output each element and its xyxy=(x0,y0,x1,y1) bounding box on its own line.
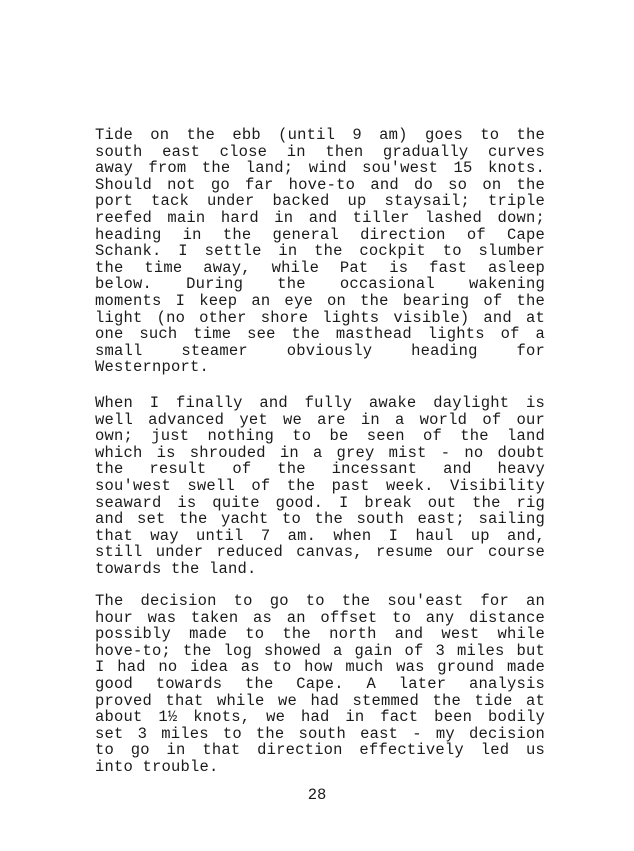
text-line: which is shrouded in a grey mist - no doubt xyxy=(95,443,545,462)
text-line: Schank. I settle in the cockpit to slumber xyxy=(95,242,545,261)
text-line: hour was taken as an offset to any distance xyxy=(95,608,545,627)
text-line: reefed main hard in and tiller lashed down; xyxy=(95,208,545,227)
text-line: good towards the Cape. A later analysis xyxy=(95,674,545,693)
text-line: still under reduced canvas, resume our course xyxy=(95,543,545,562)
text-line: well advanced yet we are in a world of our xyxy=(95,410,545,429)
text-line: south east close in then gradually curves xyxy=(95,142,545,161)
text-line: to go in that direction effectively led us xyxy=(95,741,545,760)
text-line: into trouble. xyxy=(95,757,219,776)
text-line: When I finally and fully awake daylight is xyxy=(95,394,545,412)
text-line: proved that while we had stemmed the tide at xyxy=(95,691,545,710)
text-line: port tack under backed up staysail; triple xyxy=(95,192,545,211)
text-line: about 1½ knots, we had in fact been bodily xyxy=(95,708,545,727)
paragraph-1 xyxy=(95,127,545,376)
page-number: 28 xyxy=(307,786,327,804)
text-line: the time away, while Pat is fast asleep xyxy=(95,258,545,277)
text-line: seaward is quite good. I break out the rig xyxy=(95,493,545,512)
text-line: possibly made to the north and west while xyxy=(95,625,545,644)
text-line: small steamer obviously heading for xyxy=(95,341,545,360)
text-line: the result of the incessant and heavy xyxy=(95,460,545,479)
text-line: hove-to; the log showed a gain of 3 miles but xyxy=(95,641,545,660)
text-line: away from the land; wind sou'west 15 knots. xyxy=(95,159,545,178)
text-line: below. During the occasional wakening xyxy=(95,275,545,294)
text-line: that way until 7 am. when I haul up and, xyxy=(95,526,545,545)
text-line: own; just nothing to be seen of the land xyxy=(95,427,545,446)
text-line: I had no idea as to how much was ground made xyxy=(95,658,545,677)
text-line: moments I keep an eye on the bearing of the xyxy=(95,291,545,310)
text-line: one such time see the masthead lights of a xyxy=(95,325,545,344)
text-line: light (no other shore lights visible) and at xyxy=(95,308,545,327)
paragraph-3 xyxy=(95,593,545,776)
text-line: heading in the general direction of Cape xyxy=(95,225,545,244)
text-line: towards the land. xyxy=(95,559,257,578)
text-line: Should not go far hove-to and do so on the xyxy=(95,175,545,194)
text-line: set 3 miles to the south east - my decision xyxy=(95,724,545,743)
text-line: Westernport. xyxy=(95,358,210,377)
text-line: sou'west swell of the past week. Visibility xyxy=(95,476,545,495)
paragraph-2 xyxy=(95,395,545,578)
text-line: Tide on the ebb (until 9 am) goes to the xyxy=(95,126,545,144)
text-line: and set the yacht to the south east; sailing xyxy=(95,510,545,529)
text-line: The decision to go to the sou'east for an xyxy=(95,592,545,610)
